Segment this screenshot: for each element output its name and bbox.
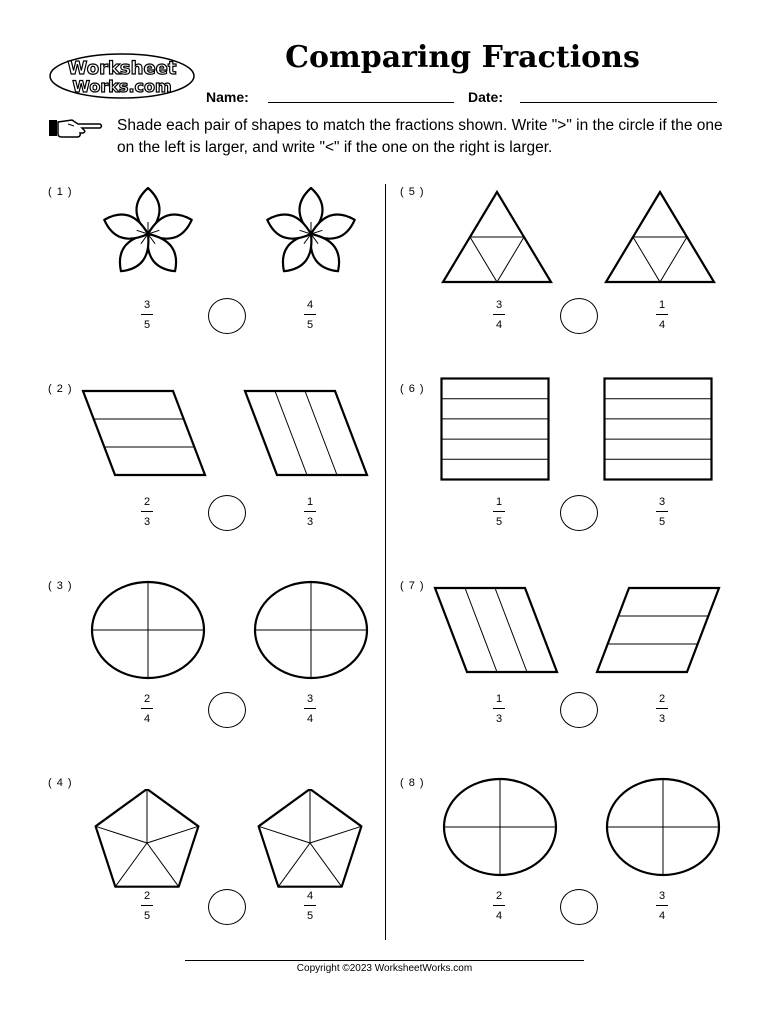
problem-number: ( 2 ) — [48, 383, 73, 395]
numerator: 1 — [495, 496, 503, 508]
circle-shape — [442, 777, 558, 877]
right-fraction — [647, 495, 677, 529]
numerator: 2 — [495, 890, 503, 902]
problem-number: ( 6 ) — [400, 383, 425, 395]
worksheetworks-logo — [48, 52, 196, 100]
left-shape[interactable] — [440, 377, 550, 486]
numerator: 2 — [658, 693, 666, 705]
instructions-text: Shade each pair of shapes to match the fractions shown. Write ">" in the circle if the one on the left is larger, and write "<" if the one on the right is larger. — [117, 117, 723, 156]
left-shape[interactable] — [433, 586, 561, 679]
right-shape[interactable] — [604, 190, 716, 289]
circle-shape — [605, 777, 721, 877]
left-fraction — [132, 495, 162, 529]
numerator: 1 — [495, 693, 503, 705]
denominator: 4 — [658, 910, 666, 922]
triangle-shape — [604, 190, 716, 284]
right-shape[interactable] — [605, 777, 721, 882]
left-fraction — [484, 495, 514, 529]
right-shape[interactable] — [243, 389, 371, 482]
svg-text:Worksheet: Worksheet — [67, 58, 177, 79]
numerator: 3 — [143, 299, 151, 311]
denominator: 3 — [495, 713, 503, 725]
numerator: 4 — [306, 890, 314, 902]
answer-circle[interactable] — [208, 298, 246, 334]
triangle-shape — [441, 190, 553, 284]
problem-8 — [400, 777, 760, 977]
left-fraction — [484, 692, 514, 726]
parallelogram-shape — [433, 586, 561, 674]
fraction-bar — [656, 905, 668, 906]
right-shape[interactable] — [603, 377, 713, 486]
numerator: 1 — [306, 496, 314, 508]
denominator: 4 — [495, 910, 503, 922]
page-title: Comparing Fractions — [285, 40, 640, 75]
fraction-bar — [304, 314, 316, 315]
right-fraction — [295, 889, 325, 923]
problem-number: ( 5 ) — [400, 186, 425, 198]
denominator: 3 — [143, 516, 151, 528]
fraction-bar — [141, 905, 153, 906]
parallelogram-shape — [243, 389, 371, 477]
problem-7 — [400, 580, 760, 780]
numerator: 2 — [143, 496, 151, 508]
parallelogram-shape — [595, 586, 723, 674]
right-shape[interactable] — [595, 586, 723, 679]
denominator: 5 — [495, 516, 503, 528]
left-shape[interactable] — [91, 789, 203, 898]
fraction-bar — [656, 708, 668, 709]
problem-4 — [48, 777, 408, 977]
denominator: 3 — [306, 516, 314, 528]
square-shape — [603, 377, 713, 481]
fraction-bar — [141, 708, 153, 709]
numerator: 3 — [495, 299, 503, 311]
copyright-text: Copyright ©2023 WorksheetWorks.com — [296, 963, 473, 974]
left-shape[interactable] — [441, 190, 553, 289]
answer-circle[interactable] — [208, 692, 246, 728]
pentagon-shape — [254, 789, 366, 893]
left-shape[interactable] — [81, 389, 209, 482]
left-shape[interactable] — [88, 186, 208, 291]
denominator: 5 — [306, 910, 314, 922]
name-label: Name: — [206, 89, 249, 105]
right-fraction — [647, 298, 677, 332]
answer-circle[interactable] — [560, 298, 598, 334]
fraction-bar — [656, 511, 668, 512]
answer-circle[interactable] — [560, 495, 598, 531]
pentagon-shape — [91, 789, 203, 893]
denominator: 4 — [658, 319, 666, 331]
name-field[interactable] — [268, 102, 454, 103]
problem-3 — [48, 580, 408, 780]
fraction-bar — [304, 511, 316, 512]
denominator: 3 — [658, 713, 666, 725]
date-label: Date: — [468, 89, 504, 105]
circle-shape — [253, 580, 369, 680]
pointing-hand-icon — [48, 116, 104, 140]
denominator: 5 — [143, 910, 151, 922]
left-fraction — [484, 889, 514, 923]
numerator: 3 — [658, 890, 666, 902]
numerator: 3 — [658, 496, 666, 508]
fraction-bar — [493, 314, 505, 315]
fraction-bar — [304, 905, 316, 906]
right-fraction — [295, 298, 325, 332]
left-shape[interactable] — [90, 580, 206, 685]
numerator: 4 — [306, 299, 314, 311]
fraction-bar — [141, 314, 153, 315]
circle-shape — [90, 580, 206, 680]
numerator: 2 — [143, 890, 151, 902]
denominator: 4 — [306, 713, 314, 725]
answer-circle[interactable] — [208, 889, 246, 925]
numerator: 2 — [143, 693, 151, 705]
fraction-bar — [493, 708, 505, 709]
right-fraction — [295, 692, 325, 726]
numerator: 1 — [658, 299, 666, 311]
denominator: 5 — [658, 516, 666, 528]
right-shape[interactable] — [254, 789, 366, 898]
problem-5 — [400, 186, 760, 386]
left-fraction — [484, 298, 514, 332]
right-fraction — [647, 692, 677, 726]
fraction-bar — [656, 314, 668, 315]
flower-shape — [88, 186, 208, 286]
fraction-bar — [493, 511, 505, 512]
problem-6 — [400, 383, 760, 583]
problem-2 — [48, 383, 408, 583]
parallelogram-shape — [81, 389, 209, 477]
right-fraction — [647, 889, 677, 923]
problem-number: ( 7 ) — [400, 580, 425, 592]
fraction-bar — [141, 511, 153, 512]
svg-text:Works.com: Works.com — [72, 77, 172, 96]
answer-circle[interactable] — [208, 495, 246, 531]
fraction-bar — [493, 905, 505, 906]
fraction-bar — [304, 708, 316, 709]
denominator: 4 — [143, 713, 151, 725]
denominator: 5 — [306, 319, 314, 331]
left-fraction — [132, 889, 162, 923]
right-shape[interactable] — [253, 580, 369, 685]
left-fraction — [132, 692, 162, 726]
right-fraction — [295, 495, 325, 529]
footer-rule — [185, 960, 584, 961]
answer-circle[interactable] — [560, 889, 598, 925]
denominator: 5 — [143, 319, 151, 331]
numerator: 3 — [306, 693, 314, 705]
right-shape[interactable] — [251, 186, 371, 291]
date-field[interactable] — [520, 102, 717, 103]
flower-shape — [251, 186, 371, 286]
left-fraction — [132, 298, 162, 332]
answer-circle[interactable] — [560, 692, 598, 728]
problem-number: ( 8 ) — [400, 777, 425, 789]
problem-number: ( 1 ) — [48, 186, 73, 198]
problem-number: ( 3 ) — [48, 580, 73, 592]
denominator: 4 — [495, 319, 503, 331]
problem-number: ( 4 ) — [48, 777, 73, 789]
left-shape[interactable] — [442, 777, 558, 882]
problem-1 — [48, 186, 408, 386]
square-shape — [440, 377, 550, 481]
